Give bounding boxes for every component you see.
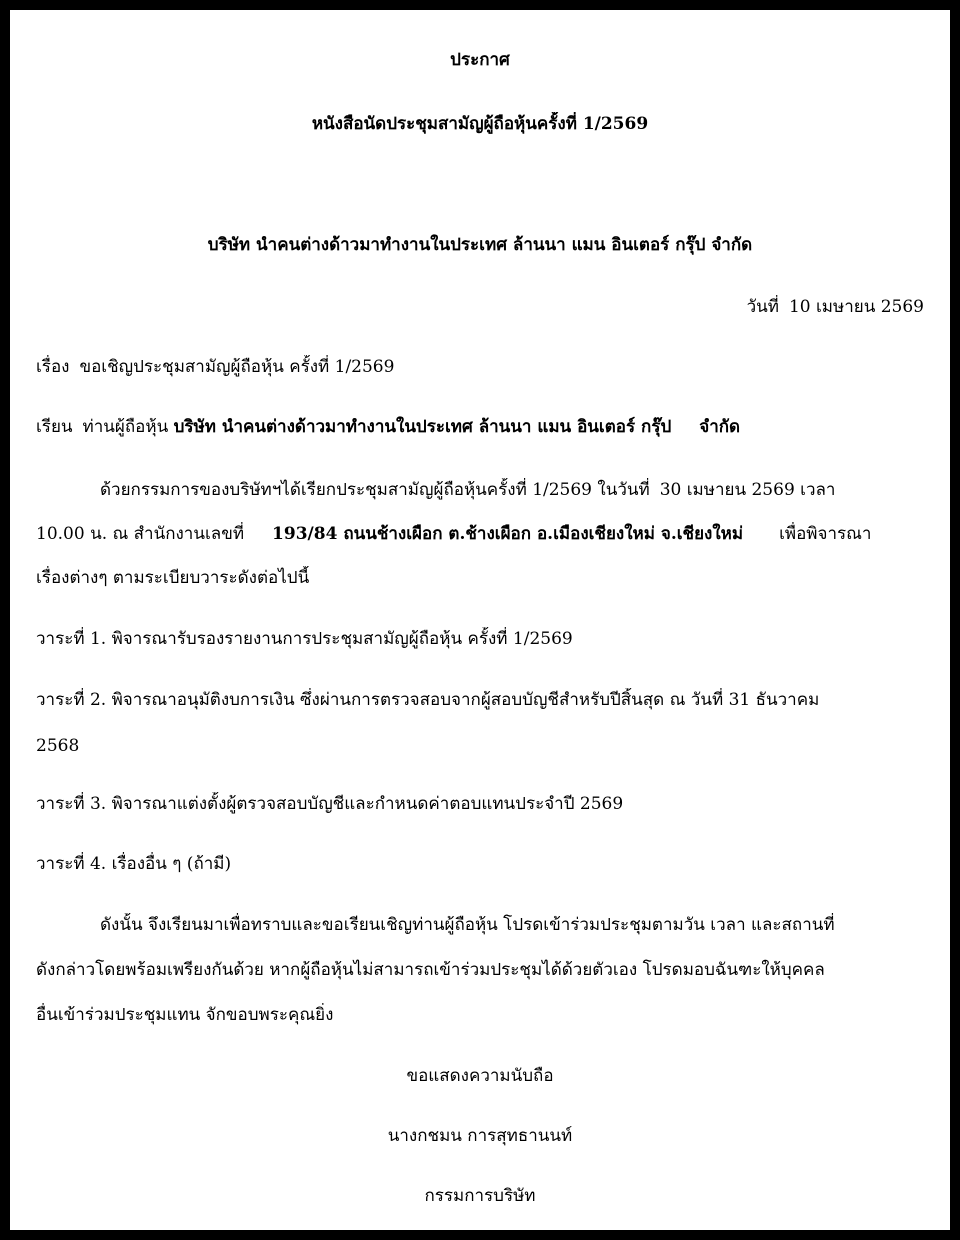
- agenda-item-2-cont: 2568: [36, 736, 80, 756]
- sign-off: ขอแสดงความนับถือ: [406, 1066, 554, 1086]
- subject-label: เรื่อง: [36, 357, 70, 377]
- document-date: [36, 295, 924, 319]
- signer-title: กรรมการบริษัท: [424, 1186, 536, 1206]
- document-subheading: หนังสือนัดประชุมสามัญผู้ถือหุ้นครั้งที่ 1/2569: [311, 114, 649, 134]
- document-heading: ประกาศ: [450, 50, 510, 70]
- date-value: 10 เมษายน 2569: [788, 297, 924, 317]
- closing-line-3: อื่นเข้าร่วมประชุมแทน จักขอบพระคุณยิ่ง: [36, 1005, 334, 1025]
- recipient-label: เรียน: [36, 417, 73, 437]
- recipient-company: บริษัท นำคนต่างด้าวมาทำงานในประเทศ ล้านนา แมน อินเตอร์ กรุ๊ป: [173, 417, 672, 437]
- recipient-line: [36, 415, 924, 439]
- agenda-item-1: วาระที่ 1. พิจารณารับรองรายงานการประชุมสามัญผู้ถือหุ้น ครั้งที่ 1/2569: [36, 629, 573, 649]
- recipient-company-suffix: จำกัด: [699, 417, 741, 437]
- recipient-text: ท่านผู้ถือหุ้น: [82, 417, 169, 437]
- intro-line-3: เรื่องต่างๆ ตามระเบียบวาระดังต่อไปนี้: [36, 568, 310, 588]
- intro-text-1a: ด้วยกรรมการของบริษัทฯได้เรียกประชุมสามัญผู้ถือหุ้นครั้งที่ 1/2569 ในวันที่: [100, 480, 650, 500]
- intro-text-2c: เพื่อพิจารณา: [779, 524, 872, 544]
- company-name: บริษัท นำคนต่างด้าวมาทำงานในประเทศ ล้านนา แมน อินเตอร์ กรุ๊ป จำกัด: [207, 235, 753, 255]
- subject-text: ขอเชิญประชุมสามัญผู้ถือหุ้น ครั้งที่ 1/2569: [79, 357, 395, 377]
- intro-text-1b: 30 เมษายน 2569 เวลา: [659, 480, 836, 500]
- meeting-address: 193/84 ถนนช้างเผือก ต.ช้างเผือก อ.เมืองเชียงใหม่ จ.เชียงใหม่: [272, 524, 744, 544]
- intro-line-2: [36, 522, 924, 546]
- closing-line-2: ดังกล่าวโดยพร้อมเพรียงกันด้วย หากผู้ถือหุ้นไม่สามารถเข้าร่วมประชุมได้ด้วยตัวเอง โปรดมอบฉันฑะให้บุคคล: [36, 960, 825, 980]
- intro-line-1: [36, 478, 924, 502]
- intro-text-2a: 10.00 น. ณ สำนักงานเลขที่: [36, 524, 245, 544]
- agenda-item-4: วาระที่ 4. เรื่องอื่น ๆ (ถ้ามี): [36, 854, 232, 874]
- closing-line-1: ดังนั้น จึงเรียนมาเพื่อทราบและขอเรียนเชิญท่านผู้ถือหุ้น โปรดเข้าร่วมประชุมตามวัน เวลา และสถานที่: [100, 915, 835, 935]
- agenda-item-3: วาระที่ 3. พิจารณาแต่งตั้งผู้ตรวจสอบบัญชีและกำหนดค่าตอบแทนประจำปี 2569: [36, 794, 624, 814]
- subject-line: [36, 355, 924, 379]
- agenda-item-2: วาระที่ 2. พิจารณาอนุมัติงบการเงิน ซึ่งผ่านการตรวจสอบจากผู้สอบบัญชีสำหรับปีสิ้นสุด ณ วันที่ 31 ธันวาคม: [36, 690, 820, 710]
- signer-name: นางกชมน การสุทธานนท์: [387, 1126, 573, 1146]
- date-label: วันที่: [746, 297, 779, 317]
